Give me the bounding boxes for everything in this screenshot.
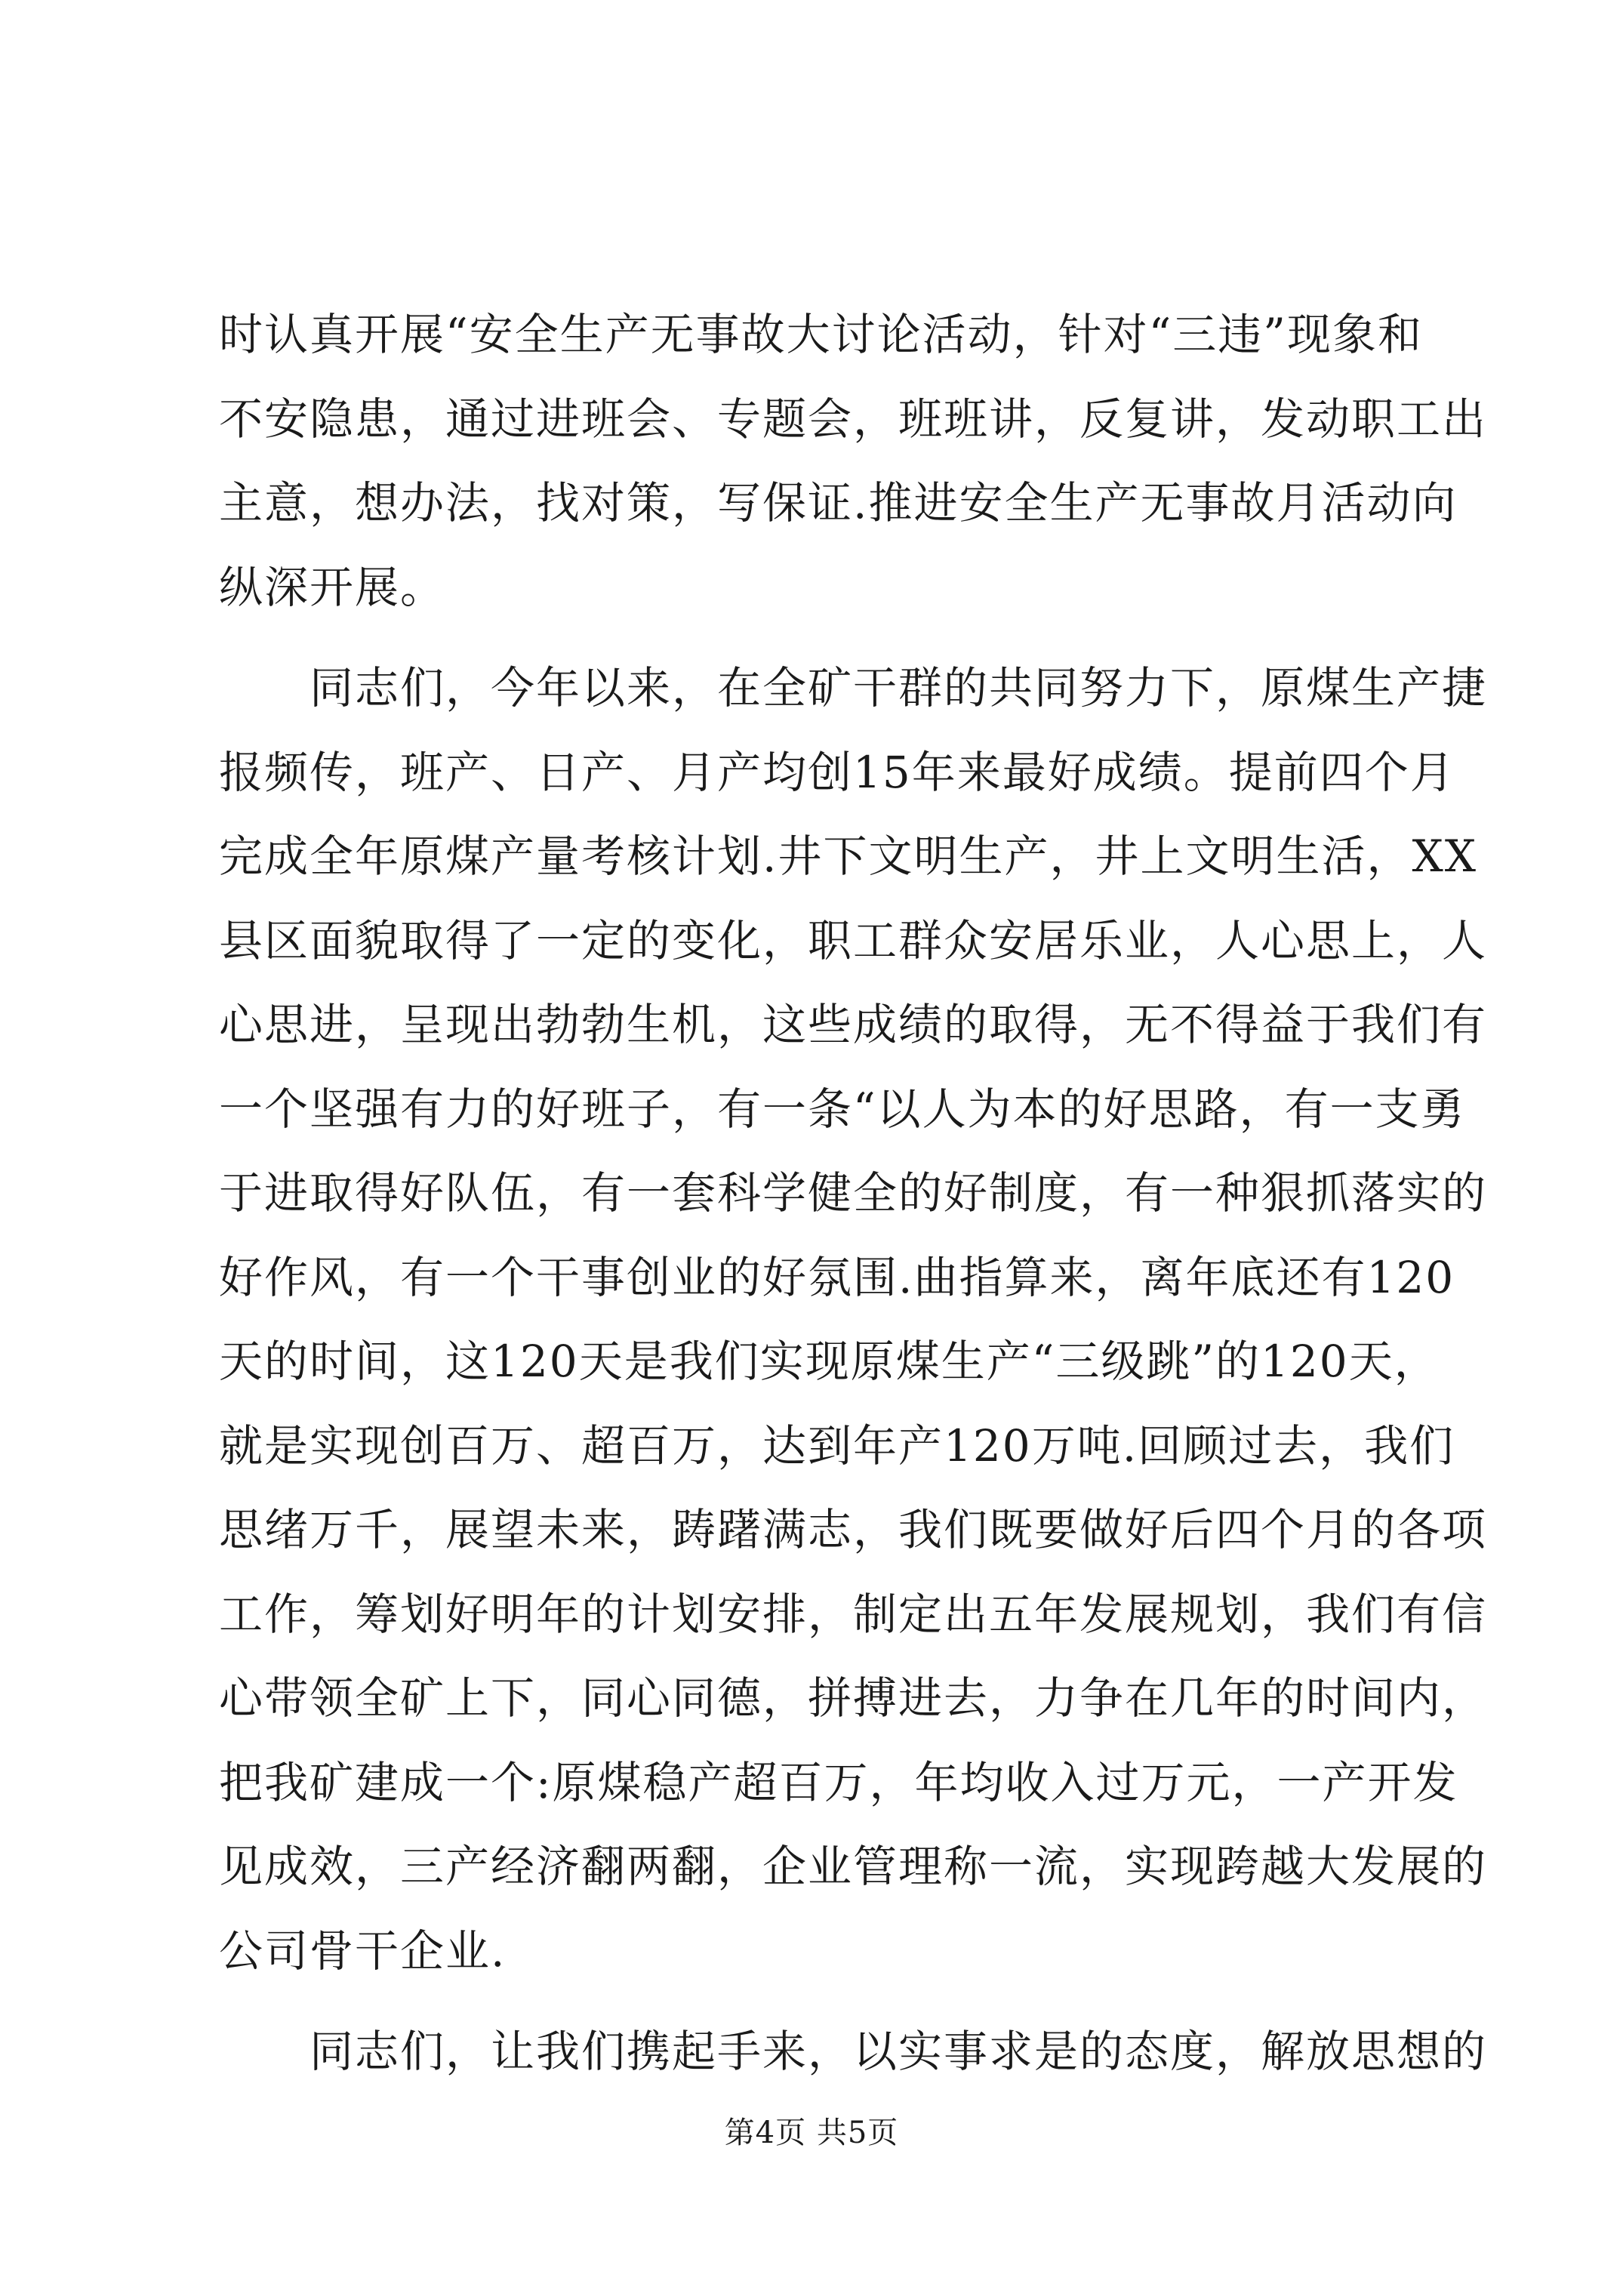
text-line: 见成效，三产经济翻两翻，企业管理称一流，实现跨越大发展的 [219, 1841, 1488, 1892]
text-line: 一个坚强有力的好班子，有一条“以人为本的好思路，有一支勇 [219, 1083, 1466, 1135]
paragraph-spacing [219, 1993, 1419, 2010]
body-text [219, 293, 1488, 2094]
text-line: 工作，筹划好明年的计划安排，制定出五年发展规划，我们有信 [219, 1588, 1488, 1640]
text-line: 天的时间，这120天是我们实现原煤生产“三级跳”的120天， [219, 1336, 1440, 1387]
text-line: 县区面貌取得了一定的变化，职工群众安居乐业，人心思上，人 [219, 914, 1488, 966]
text-line: 不安隐患，通过进班会、专题会，班班讲，反复讲，发动职工出 [219, 393, 1488, 445]
paragraph-spacing [219, 630, 1419, 646]
text-line: 完成全年原煤产量考核计划.井下文明生产，井上文明生活，XX [219, 831, 1478, 882]
page-number: 第4页 共5页 [724, 2116, 899, 2150]
paragraph [219, 293, 1488, 630]
text-line: 于进取得好队伍，有一套科学健全的好制度，有一种狠抓落实的 [219, 1167, 1488, 1219]
text-line: 公司骨干企业. [219, 1925, 507, 1977]
paragraph [219, 2010, 1488, 2094]
text-line: 好作风，有一个干事创业的好氛围.曲指算来，离年底还有120 [219, 1251, 1455, 1303]
text-line: 同志们，让我们携起手来，以实事求是的态度，解放思想的 [310, 2026, 1488, 2077]
text-line: 把我矿建成一个:原煤稳产超百万，年均收入过万元，一产开发 [219, 1756, 1458, 1808]
text-line: 就是实现创百万、超百万，达到年产120万吨.回顾过去，我们 [219, 1419, 1455, 1472]
page-footer [0, 2114, 1623, 2152]
text-line: 纵深开展。 [219, 561, 446, 613]
text-line: 时认真开展“安全生产无事故大讨论活动，针对“三违”现象和 [219, 309, 1423, 360]
text-line: 思绪万千，展望未来，踌躇满志，我们既要做好后四个月的各项 [219, 1504, 1488, 1555]
text-line: 心思进，呈现出勃勃生机，这些成绩的取得，无不得益于我们有 [219, 999, 1488, 1050]
text-line: 心带领全矿上下，同心同德，拼搏进去，力争在几年的时间内， [219, 1672, 1488, 1724]
text-line: 主意，想办法，找对策，写保证.推进安全生产无事故月活动向 [219, 477, 1458, 529]
text-line: 报频传，班产、日产、月产均创15年来最好成绩。提前四个月 [219, 746, 1455, 798]
paragraph [219, 646, 1488, 1993]
text-line: 同志们，今年以来，在全矿干群的共同努力下，原煤生产捷 [310, 662, 1488, 713]
